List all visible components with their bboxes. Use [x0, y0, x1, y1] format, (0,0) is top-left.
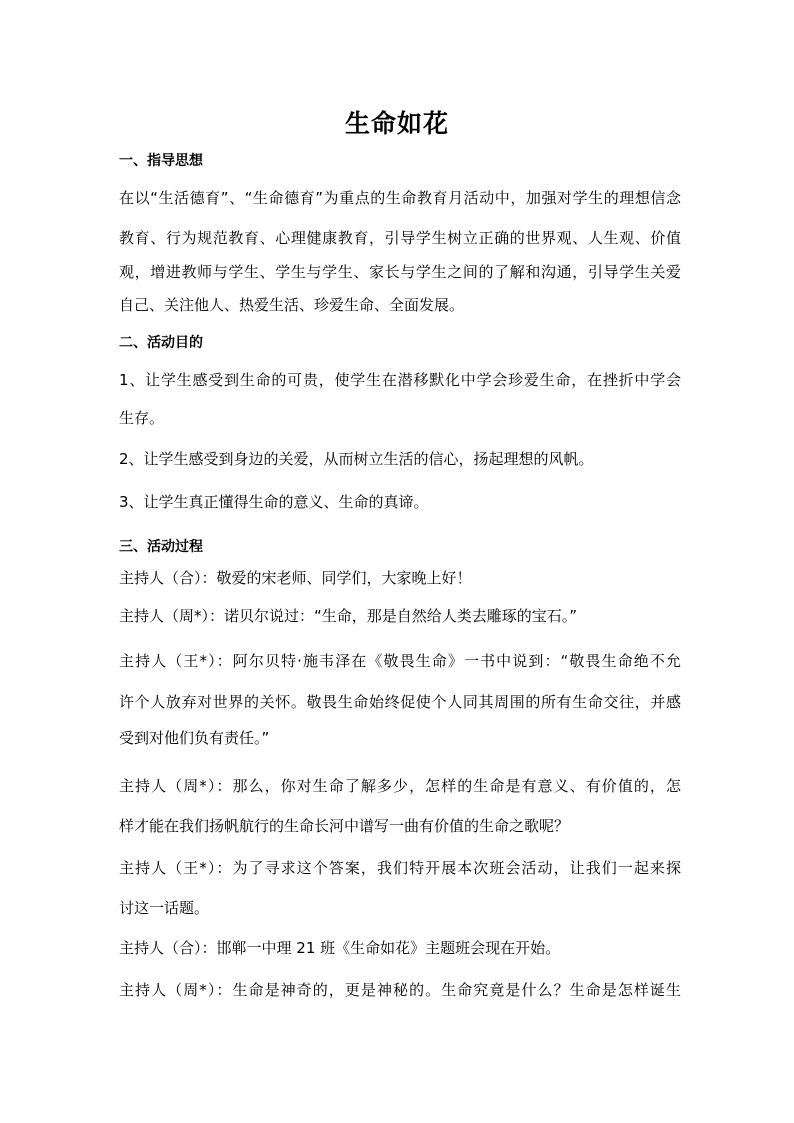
dialogue-line: 样才能在我们扬帆航行的生命长河中谱写一曲有价值的生命之歌呢？ [119, 817, 570, 835]
paragraph-line: 教育、行为规范教育、心理健康教育，引导学生树立正确的世界观、人生观、价值 [119, 229, 681, 247]
paragraph-line: 在以“生活德育”、“生命德育”为重点的生命教育月活动中，加强对学生的理想信念 [119, 189, 681, 207]
list-item: 生存。 [119, 409, 165, 427]
section-heading-guiding-thought: 一、指导思想 [119, 153, 203, 169]
section-heading-activity-process: 三、活动过程 [119, 539, 203, 555]
list-item: 2、让学生感受到身边的关爱，从而树立生活的信心，扬起理想的风帆。 [119, 450, 594, 468]
dialogue-line: 主持人（周*）：生命是神奇的，更是神秘的。生命究竟是什么？生命是怎样诞生 [119, 981, 681, 999]
section-heading-activity-purpose: 二、活动目的 [119, 335, 203, 351]
document-title: 生命如花 [344, 109, 449, 138]
dialogue-line: 主持人（合）：敬爱的宋老师、同学们，大家晚上好！ [119, 569, 472, 587]
list-item: 1、让学生感受到生命的可贵，使学生在潜移默化中学会珍爱生命，在挫折中学会 [119, 371, 681, 389]
paragraph-line: 观，增进教师与学生、学生与学生、家长与学生之间的了解和沟通，引导学生关爱 [119, 263, 681, 281]
dialogue-line: 主持人（王*）：为了寻求这个答案，我们特开展本次班会活动，让我们一起来探 [119, 859, 681, 877]
paragraph-line: 自己、关注他人、热爱生活、珍爱生命、全面发展。 [119, 296, 465, 314]
dialogue-line: 许个人放弃对世界的关怀。敬畏生命始终促使个人同其周围的所有生命交往，并感 [119, 693, 681, 711]
dialogue-line: 主持人（周*）：那么，你对生命了解多少，怎样的生命是有意义、有价值的，怎 [119, 777, 681, 795]
dialogue-line: 讨这一话题。 [119, 899, 210, 917]
dialogue-line: 主持人（合）：邯郸一中理 21 班《生命如花》主题班会现在开始。 [119, 939, 561, 957]
list-item: 3、让学生真正懂得生命的意义、生命的真谛。 [119, 493, 429, 511]
dialogue-line: 受到对他们负有责任。” [119, 729, 270, 747]
dialogue-line: 主持人（周*）：诺贝尔说过：“生命，那是自然给人类去雕琢的宝石。” [119, 607, 578, 625]
dialogue-line: 主持人（王*）：阿尔贝特·施韦泽在《敬畏生命》一书中说到：“敬畏生命绝不允 [119, 652, 681, 670]
